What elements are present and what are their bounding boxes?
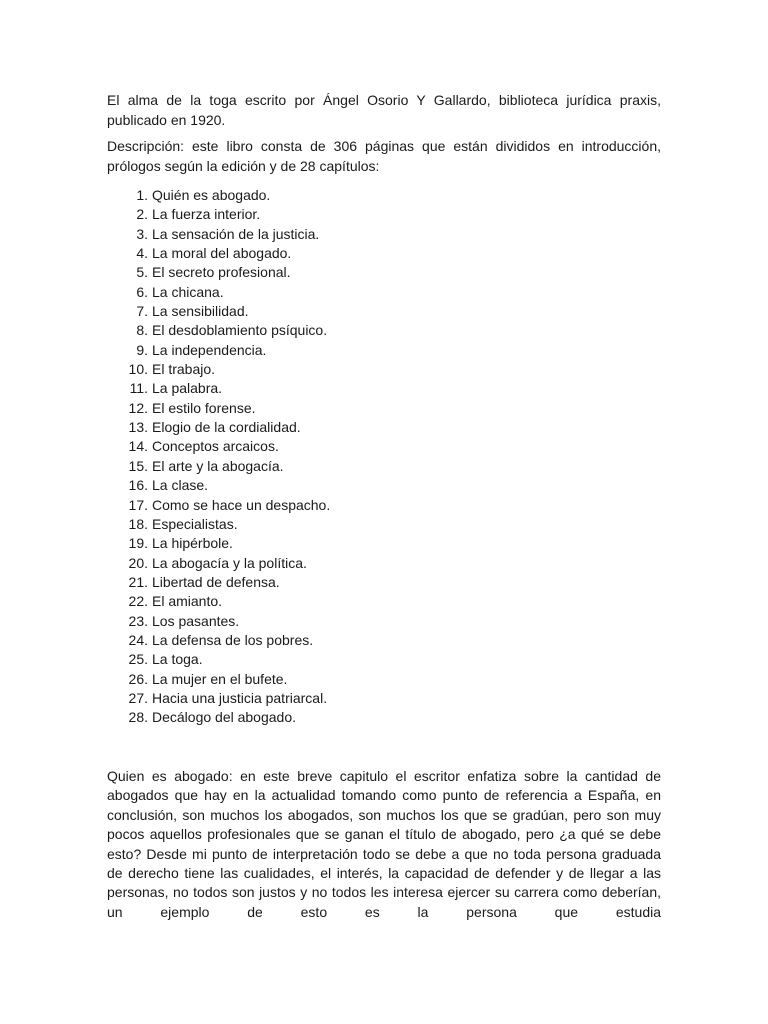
- list-item: [107, 283, 661, 302]
- chapter-title: La moral del abogado.: [152, 245, 292, 262]
- chapter-title: El amianto.: [152, 593, 223, 610]
- chapter-title: La independencia.: [152, 341, 267, 358]
- chapter-title: La toga.: [152, 651, 203, 668]
- chapter-number: 8.: [136, 322, 148, 339]
- chapter-title: La fuerza interior.: [152, 206, 261, 223]
- list-item: [107, 457, 661, 476]
- chapter-title: Hacia una justicia patriarcal.: [152, 689, 328, 706]
- chapter-title: La defensa de los pobres.: [152, 631, 314, 648]
- list-item: [107, 631, 661, 650]
- list-item: [107, 515, 661, 534]
- chapter-number: 1.: [136, 187, 148, 203]
- chapter-title: Libertad de defensa.: [152, 573, 280, 590]
- list-item: [107, 437, 661, 456]
- list-item: [107, 205, 661, 224]
- list-item: [107, 670, 661, 689]
- chapter-title: Quién es abogado.: [152, 187, 271, 203]
- summary-paragraph: Quien es abogado: en este breve capitulo el escritor enfatiza sobre la cantidad de abogados que hay en la actualidad tomando como punto de referencia a España, en conclusión, son muchos los abogados, son muchos los que se gradúan, pero son muy pocos aquellos profesionales que se ganan el título de abogado, pero ¿a qué se debe esto? Desde mi punto de interpretación todo se debe a que no toda persona graduada de derecho tiene las cualidades, el interés, la capacidad de defender y de llegar a las personas, no todos son justos y no todos les interesa ejercer su carrera como deberían, un ejemplo de esto es la persona que estudia: [107, 768, 661, 920]
- chapter-title: Especialistas.: [152, 515, 238, 532]
- chapter-title: Decálogo del abogado.: [152, 709, 297, 726]
- list-item: [107, 573, 661, 592]
- chapter-number: 17.: [128, 496, 148, 513]
- list-item: [107, 225, 661, 244]
- chapter-title: El trabajo.: [152, 361, 216, 378]
- list-item: [107, 534, 661, 553]
- list-item: [107, 360, 661, 379]
- chapter-number: 26.: [128, 670, 148, 687]
- chapter-number: 25.: [128, 651, 148, 668]
- chapter-number: 22.: [128, 593, 148, 610]
- list-item: [107, 554, 661, 573]
- chapter-number: 23.: [128, 612, 148, 629]
- list-item: [107, 650, 661, 669]
- chapter-number: 9.: [136, 341, 148, 358]
- document-body: [107, 91, 661, 728]
- list-item: [107, 263, 661, 282]
- list-item: [107, 399, 661, 418]
- chapter-title: Conceptos arcaicos.: [152, 438, 279, 455]
- list-item: [107, 341, 661, 360]
- list-item: [107, 379, 661, 398]
- chapter-title: La sensibilidad.: [152, 303, 249, 320]
- chapter-number: 28.: [128, 709, 148, 726]
- chapter-title: El desdoblamiento psíquico.: [152, 322, 328, 339]
- list-item: [107, 612, 661, 631]
- list-item: [107, 689, 661, 708]
- chapter-number: 2.: [136, 206, 148, 223]
- chapter-title: La palabra.: [152, 380, 223, 397]
- chapter-number: 24.: [128, 631, 148, 648]
- chapter-number: 15.: [128, 457, 148, 474]
- chapter-title: La clase.: [152, 477, 209, 494]
- list-item: [107, 186, 661, 205]
- description-paragraph: Descripción: este libro consta de 306 páginas que están divididos en introducción, prólogos según la edición y de 28 capítulos:: [107, 138, 661, 174]
- chapter-number: 11.: [129, 380, 148, 397]
- chapter-number: 12.: [128, 399, 148, 416]
- list-item: [107, 496, 661, 515]
- chapter-title: La mujer en el bufete.: [152, 670, 288, 687]
- list-item: [107, 321, 661, 340]
- list-item: [107, 476, 661, 495]
- chapter-title: Como se hace un despacho.: [152, 496, 331, 513]
- chapter-number: 10.: [128, 361, 148, 378]
- chapter-title: La abogacía y la política.: [152, 554, 307, 571]
- chapter-number: 14.: [128, 438, 148, 455]
- chapter-list: [107, 186, 661, 728]
- chapter-number: 7.: [136, 303, 148, 320]
- chapter-number: 3.: [136, 225, 148, 242]
- list-item: [107, 592, 661, 611]
- chapter-title: La sensación de la justicia.: [152, 225, 320, 242]
- chapter-title: Los pasantes.: [152, 612, 240, 629]
- chapter-number: 6.: [136, 283, 148, 300]
- list-item: [107, 302, 661, 321]
- list-item: [107, 708, 661, 727]
- chapter-number: 27.: [128, 689, 148, 706]
- chapter-title: Elogio de la cordialidad.: [152, 419, 301, 436]
- chapter-title: La chicana.: [152, 283, 224, 300]
- chapter-number: 19.: [128, 535, 148, 552]
- chapter-number: 4.: [136, 245, 148, 262]
- chapter-title: El arte y la abogacía.: [152, 457, 284, 474]
- chapter-number: 16.: [128, 477, 148, 494]
- list-item: [107, 244, 661, 263]
- chapter-number: 20.: [128, 554, 148, 571]
- chapter-title: El estilo forense.: [152, 399, 256, 416]
- chapter-title: El secreto profesional.: [152, 264, 291, 281]
- chapter-number: 13.: [128, 419, 148, 436]
- list-item: [107, 418, 661, 437]
- intro-paragraph: El alma de la toga escrito por Ángel Osorio Y Gallardo, biblioteca jurídica praxis, publicado en 1920.: [107, 92, 661, 128]
- chapter-number: 5.: [136, 264, 148, 281]
- chapter-number: 21.: [128, 573, 148, 590]
- chapter-title: La hipérbole.: [152, 535, 233, 552]
- chapter-number: 18.: [128, 515, 148, 532]
